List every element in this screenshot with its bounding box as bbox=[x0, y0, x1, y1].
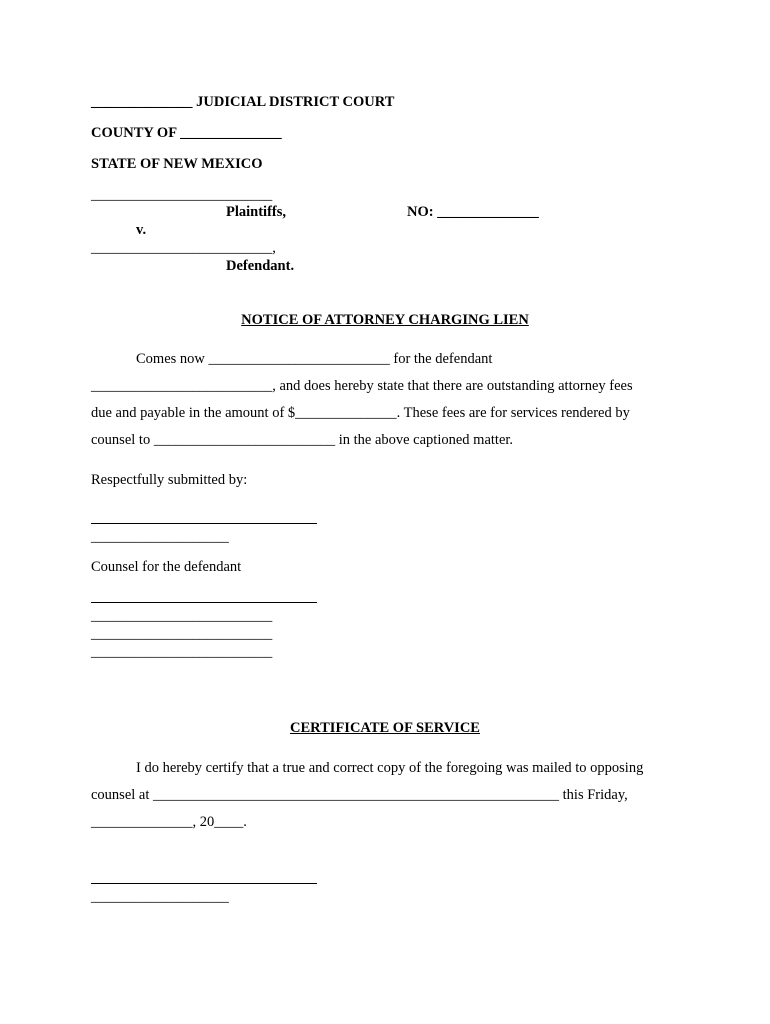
notice-line: counsel to _________________________ in the above captioned matter. bbox=[91, 432, 514, 448]
certificate-line: ______________, 20____. bbox=[91, 814, 247, 830]
notice-line: Comes now _________________________ for the defendant bbox=[136, 351, 493, 367]
notice-line: _________________________, and does hereby state that there are outstanding attorney fees bbox=[91, 378, 633, 394]
county-line: COUNTY OF ______________ bbox=[91, 125, 282, 141]
plaintiffs-label: Plaintiffs, bbox=[226, 204, 287, 220]
certificate-line: I do hereby certify that a true and correct copy of the foregoing was mailed to opposing bbox=[136, 760, 644, 776]
defendant-label: Defendant. bbox=[226, 258, 295, 274]
signature-line bbox=[91, 602, 317, 603]
signature-line bbox=[91, 883, 317, 884]
certifier-name-blank: ___________________ bbox=[91, 889, 229, 905]
notice-line: due and payable in the amount of $______________. These fees are for services rendered by bbox=[91, 405, 630, 421]
signer-name-blank: ___________________ bbox=[91, 529, 229, 545]
signature-line bbox=[91, 523, 317, 524]
certificate-title: CERTIFICATE OF SERVICE bbox=[290, 720, 480, 736]
state-line: STATE OF NEW MEXICO bbox=[91, 156, 263, 172]
defendant-name-blank: _________________________, bbox=[91, 240, 276, 256]
address-line-blank: _________________________ bbox=[91, 644, 273, 660]
submitted-by-label: Respectfully submitted by: bbox=[91, 472, 248, 488]
court-line: ______________ JUDICIAL DISTRICT COURT bbox=[91, 94, 395, 110]
versus-label: v. bbox=[136, 222, 147, 238]
notice-title: NOTICE OF ATTORNEY CHARGING LIEN bbox=[241, 312, 529, 328]
plaintiff-name-blank: _________________________ bbox=[91, 187, 273, 203]
certificate-line: counsel at ________________________________________________________ this Friday, bbox=[91, 787, 628, 803]
counsel-label: Counsel for the defendant bbox=[91, 559, 242, 575]
address-line-blank: _________________________ bbox=[91, 608, 273, 624]
case-number: NO: ______________ bbox=[407, 204, 539, 220]
address-line-blank: _________________________ bbox=[91, 626, 273, 642]
